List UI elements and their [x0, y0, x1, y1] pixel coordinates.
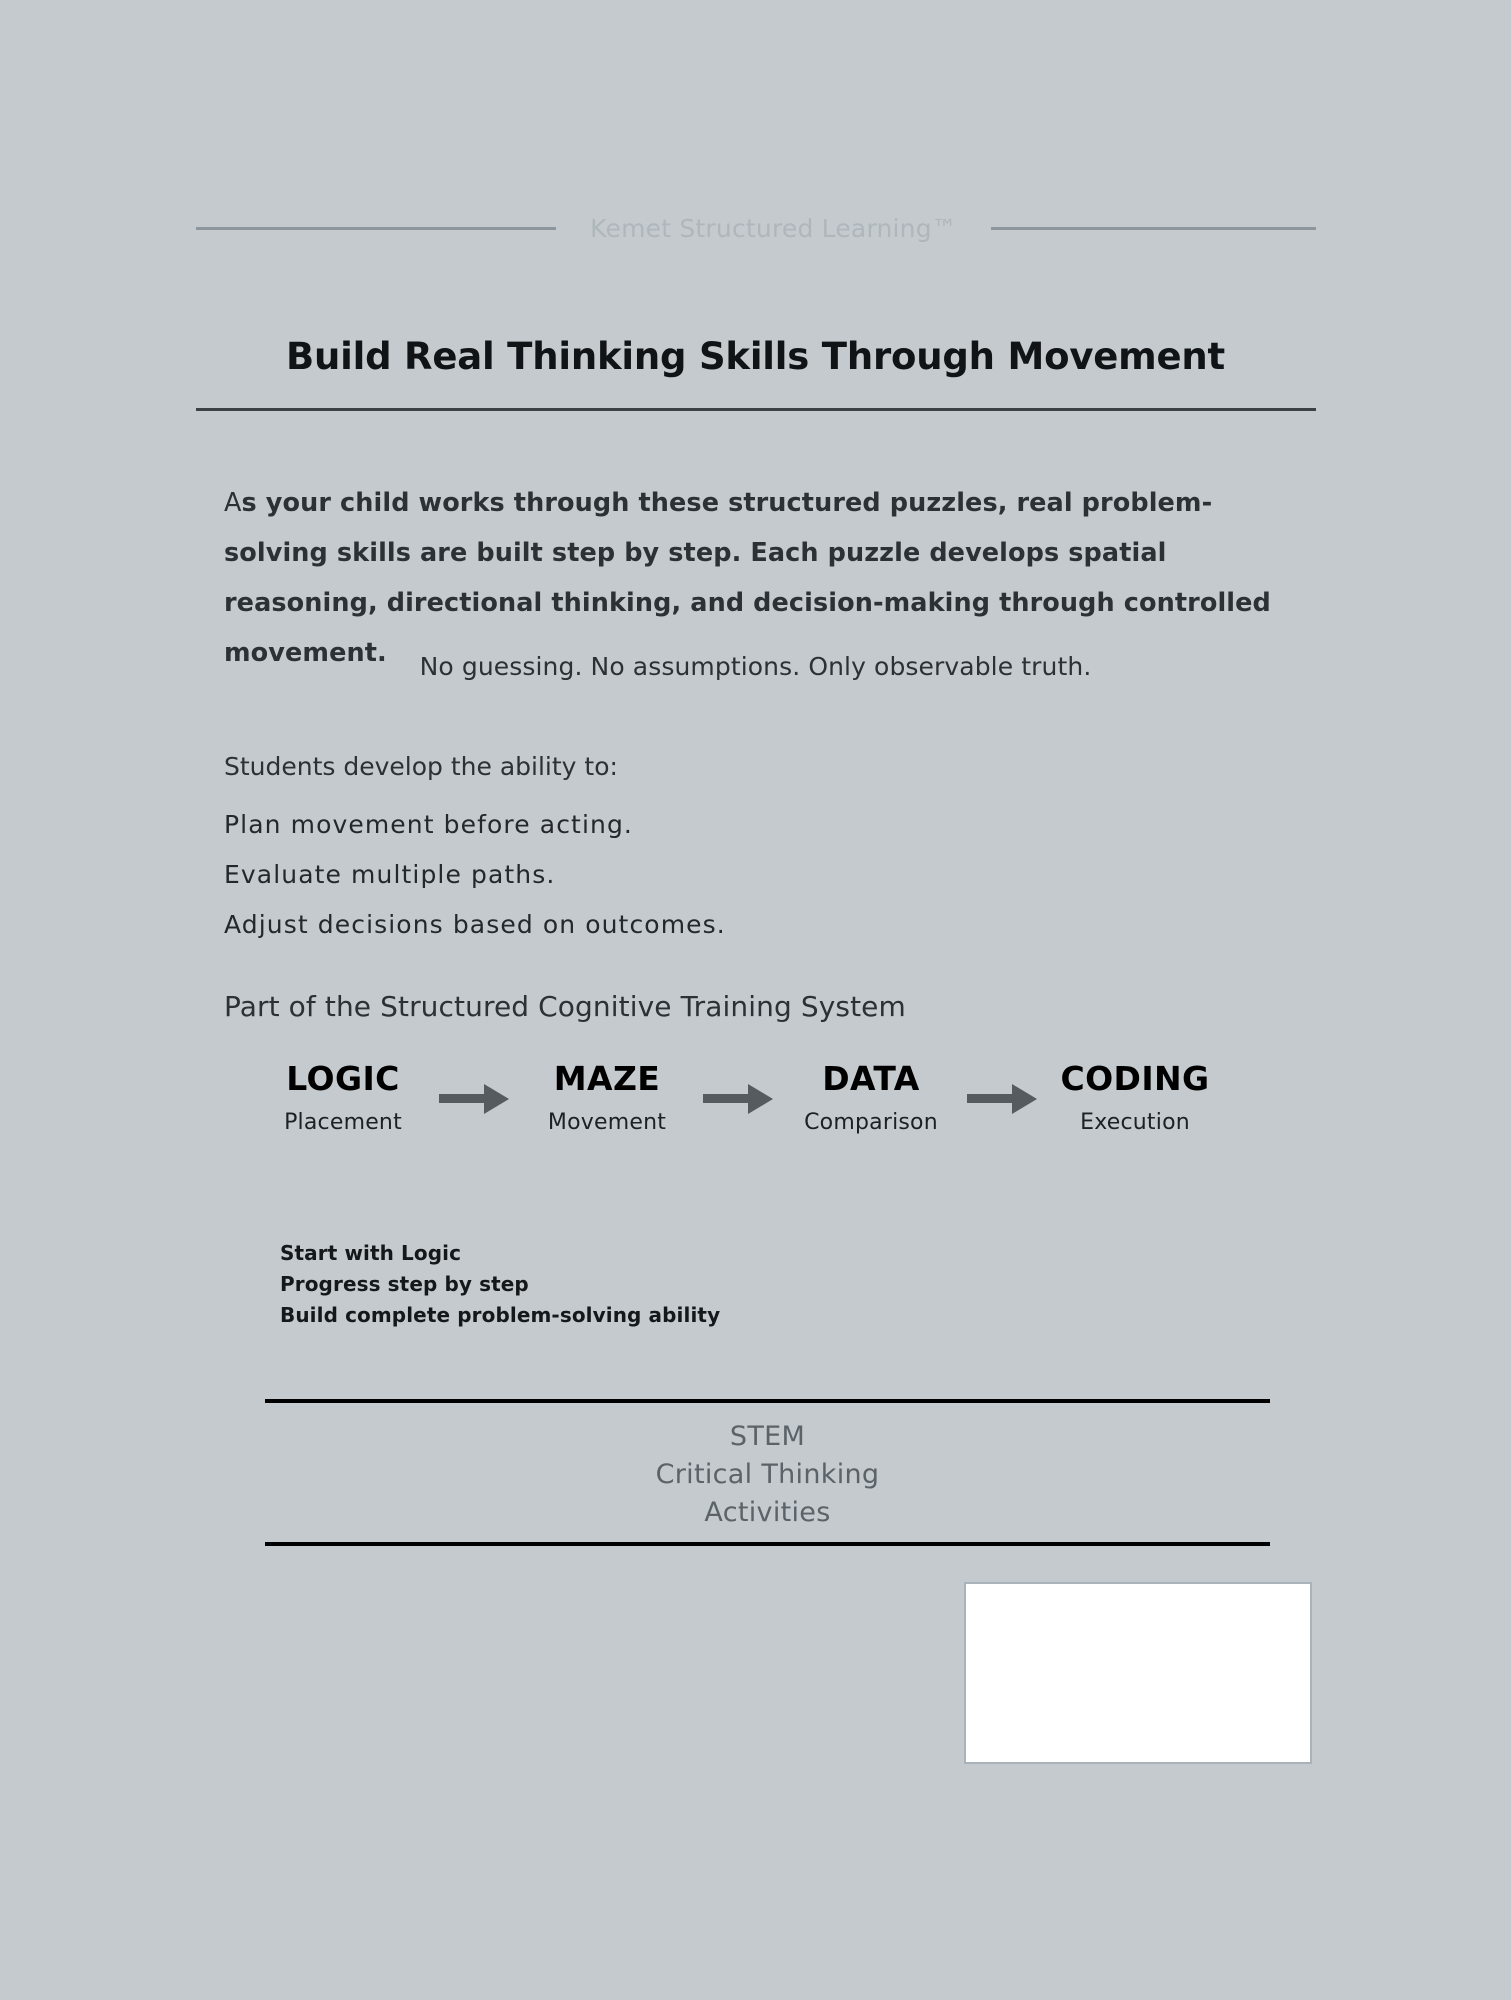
flow-stage-logic	[250, 1058, 436, 1135]
system-heading: Part of the Structured Cognitive Training System	[224, 990, 906, 1023]
footer-line: Activities	[704, 1497, 831, 1528]
intro-tagline: No guessing. No assumptions. Only observable truth.	[419, 652, 1092, 681]
title-divider	[196, 408, 1316, 411]
list-item: Start with Logic	[280, 1241, 462, 1265]
list-item: Build complete problem-solving ability	[280, 1303, 721, 1327]
flow-stage-title: LOGIC	[286, 1059, 400, 1098]
blank-white-card	[964, 1582, 1312, 1764]
flow-stage-maze	[514, 1058, 700, 1135]
arrow-right-icon	[964, 1082, 1042, 1116]
brand-rule-right	[991, 227, 1316, 230]
flow-stage-subtitle: Movement	[547, 1110, 667, 1135]
list-item: Evaluate multiple paths.	[224, 860, 556, 889]
footer-label-block	[265, 1418, 1270, 1532]
progression-list	[280, 1238, 720, 1331]
flow-stage-title: MAZE	[553, 1059, 661, 1098]
flow-stage-subtitle: Comparison	[804, 1110, 938, 1135]
arrow-right-icon	[700, 1082, 778, 1116]
list-item: Plan movement before acting.	[224, 810, 633, 839]
list-item: Adjust decisions based on outcomes.	[224, 910, 726, 939]
footer-line: STEM	[729, 1421, 806, 1452]
abilities-heading: Students develop the ability to:	[224, 752, 618, 781]
intro-body: s your child works through these structured puzzles, real problem-solving skills are built step by step. Each puzzle develops spatial reasoning, directional thinking, and decision-making through controlled movement.	[224, 487, 1271, 668]
brand-header	[196, 214, 1316, 243]
flow-stage-data	[778, 1058, 964, 1135]
footer-divider-bottom	[265, 1542, 1270, 1546]
page-title: Build Real Thinking Skills Through Movement	[285, 334, 1226, 378]
intro-paragraph	[224, 478, 1294, 678]
flow-stage-title: CODING	[1060, 1059, 1210, 1098]
arrow-right-icon	[436, 1082, 514, 1116]
intro-lead-capital: A	[224, 487, 242, 518]
abilities-list	[224, 800, 726, 950]
brand-name: Kemet Structured Learning™	[590, 214, 957, 243]
brand-rule-left	[196, 227, 556, 230]
flow-stage-title: DATA	[822, 1059, 920, 1098]
flow-stage-subtitle: Placement	[284, 1110, 402, 1135]
footer-divider-top	[265, 1399, 1270, 1403]
flow-stage-subtitle: Execution	[1080, 1110, 1190, 1135]
footer-line: Critical Thinking	[655, 1459, 880, 1490]
training-system-flow	[250, 1058, 1280, 1135]
flow-stage-coding	[1042, 1058, 1228, 1135]
list-item: Progress step by step	[280, 1272, 529, 1296]
